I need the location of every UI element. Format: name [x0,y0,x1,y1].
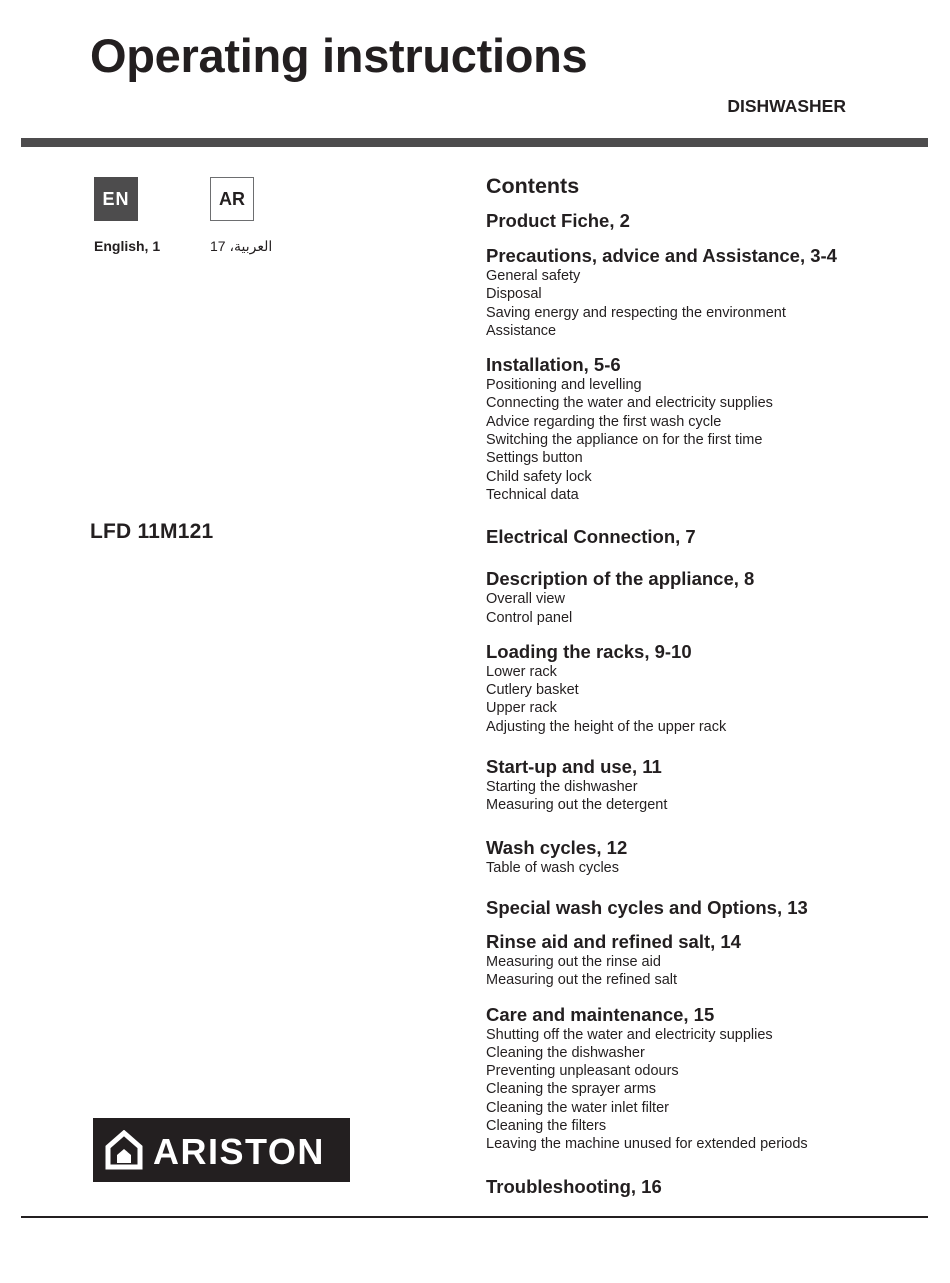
toc-section [486,897,926,919]
toc-section [486,1176,926,1198]
toc-section [486,756,926,815]
toc-section [486,354,926,504]
toc-subitem[interactable]: Overall view [486,591,565,608]
toc-subitem[interactable]: Measuring out the rinse aid [486,953,661,970]
toc-subitem[interactable]: Technical data [486,486,579,503]
toc-section-heading[interactable]: Wash cycles, 12 [486,836,628,858]
toc-section [486,568,926,627]
language-tab-ar[interactable] [210,177,254,221]
toc-section-heading[interactable]: Installation, 5-6 [486,354,621,376]
toc-subitem[interactable]: Control panel [486,609,573,626]
toc-subitem[interactable]: Leaving the machine unused for extended periods [486,1136,808,1153]
toc-subitem[interactable]: Lower rack [486,663,557,680]
toc-section-heading[interactable]: Precautions, advice and Assistance, 3-4 [486,245,837,266]
language-code: EN [102,188,130,209]
toc-section-heading[interactable]: Care and maintenance, 15 [486,1003,715,1025]
toc-section-heading[interactable]: Rinse aid and refined salt, 14 [486,930,741,952]
toc-subitem[interactable]: Shutting off the water and electricity supplies [486,1026,773,1043]
toc-section [486,245,926,340]
toc-subitem[interactable]: Switching the appliance on for the first time [486,432,763,449]
toc-section-heading[interactable]: Electrical Connection, 7 [486,526,696,548]
toc-subitem[interactable]: Disposal [486,286,542,303]
footer-divider [21,1216,928,1218]
toc-subitem[interactable]: Settings button [486,450,583,467]
toc-subitem[interactable]: Child safety lock [486,468,592,485]
toc-section [486,931,926,990]
toc-section-heading[interactable]: Special wash cycles and Options, 13 [486,896,808,918]
language-link-arabic[interactable]: العربية، 17 [210,238,273,254]
toc-subitem[interactable]: Adjusting the height of the upper rack [486,718,727,735]
toc-section-heading[interactable]: Start-up and use, 11 [486,756,662,778]
toc-subitem[interactable]: Table of wash cycles [486,859,619,876]
header-divider-bar [21,138,928,147]
toc-subitem[interactable]: Cutlery basket [486,682,579,699]
toc-subitem[interactable]: Upper rack [486,700,557,717]
toc-subitem[interactable]: Measuring out the detergent [486,797,668,814]
toc-subitem[interactable]: Cleaning the filters [486,1118,607,1135]
contents-heading: Contents [486,174,580,198]
language-tab-en[interactable] [94,177,138,221]
toc-subitem[interactable]: Cleaning the sprayer arms [486,1081,657,1098]
toc-subitem[interactable]: Starting the dishwasher [486,779,638,796]
toc-section [486,641,926,736]
toc-section-heading[interactable]: Product Fiche, 2 [486,210,630,231]
document-title: Operating instructions [90,29,588,82]
toc-section-heading[interactable]: Description of the appliance, 8 [486,568,755,590]
toc-subitem[interactable]: Advice regarding the first wash cycle [486,413,722,430]
toc-subitem[interactable]: Saving energy and respecting the environment [486,304,786,321]
toc-section [486,1004,926,1154]
table-of-contents [486,172,926,1198]
toc-subitem[interactable]: Assistance [486,322,557,339]
language-code: AR [219,188,245,209]
toc-section-heading[interactable]: Troubleshooting, 16 [486,1175,662,1197]
house-icon [105,1130,143,1170]
toc-section-heading[interactable]: Loading the racks, 9-10 [486,640,692,662]
toc-subitem[interactable]: Cleaning the water inlet filter [486,1099,669,1116]
toc-subitem[interactable]: General safety [486,268,581,284]
toc-subitem[interactable]: Connecting the water and electricity supplies [486,395,773,412]
product-type: DISHWASHER [727,96,846,116]
toc-subitem[interactable]: Positioning and levelling [486,377,642,394]
brand-logo [93,1118,350,1182]
language-link-english[interactable]: English, 1 [94,238,161,254]
model-number: LFD 11M121 [90,520,214,543]
toc-section [486,210,926,232]
toc-subitem[interactable]: Preventing unpleasant odours [486,1063,679,1080]
toc-subitem[interactable]: Cleaning the dishwasher [486,1044,645,1061]
toc-sections [486,210,926,1198]
toc-section [486,526,926,548]
brand-name: ARISTON [153,1131,325,1172]
toc-subitem[interactable]: Measuring out the refined salt [486,972,678,989]
toc-section [486,837,926,877]
